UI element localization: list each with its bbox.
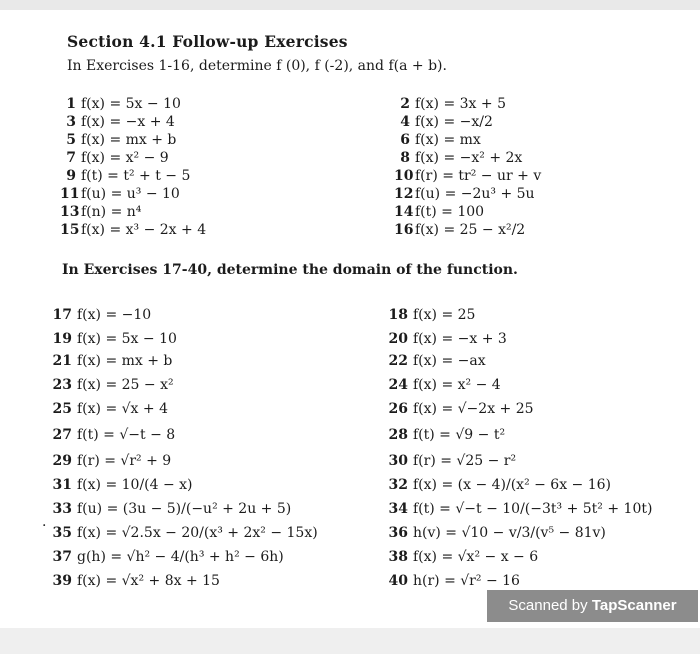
exercise-expression: f(t) = √−t − 10/(−3t³ + 5t² + 10t)	[413, 501, 653, 517]
exercise-item	[60, 149, 169, 167]
exercise-number: 9	[66, 168, 76, 184]
exercise-number: 10	[394, 168, 414, 184]
exercise-item	[388, 426, 505, 444]
exercise-item	[394, 203, 484, 221]
exercise-number: 11	[60, 186, 80, 202]
exercise-item	[388, 548, 538, 566]
exercise-item	[52, 352, 172, 370]
exercise-item	[60, 113, 175, 131]
exercise-expression: f(n) = n⁴	[81, 204, 142, 220]
exercise-number: 13	[60, 204, 80, 220]
exercise-item	[388, 500, 652, 518]
exercise-number: 36	[388, 525, 408, 541]
exercise-item	[52, 400, 168, 418]
exercise-number: 18	[388, 307, 408, 323]
exercise-number: 39	[52, 573, 72, 589]
exercise-expression: f(x) = x² − 9	[81, 150, 169, 166]
exercise-expression: f(x) = √x² + 8x + 15	[77, 573, 220, 589]
section-title: Section 4.1 Follow-up Exercises	[67, 32, 348, 51]
exercise-item	[52, 426, 175, 444]
exercise-number: 16	[394, 222, 414, 238]
exercise-expression: f(t) = √9 − t²	[413, 427, 506, 443]
exercise-expression: f(x) = x² − 4	[413, 377, 501, 393]
exercise-number: 37	[52, 549, 72, 565]
exercise-item	[60, 167, 190, 185]
exercise-number: 15	[60, 222, 80, 238]
exercise-number: 2	[400, 96, 410, 112]
exercise-number: 20	[388, 331, 408, 347]
exercise-item	[388, 306, 475, 324]
exercise-expression: f(x) = −x/2	[415, 114, 493, 130]
exercise-item	[388, 330, 507, 348]
exercise-expression: f(x) = (x − 4)/(x² − 6x − 16)	[413, 477, 612, 493]
exercise-expression: f(r) = √r² + 9	[77, 453, 172, 469]
exercise-number: 34	[388, 501, 408, 517]
exercise-item	[394, 185, 535, 203]
exercise-number: 38	[388, 549, 408, 565]
exercise-expression: f(u) = u³ − 10	[81, 186, 180, 202]
exercise-expression: h(v) = √10 − v/3/(v⁵ − 81v)	[413, 525, 606, 541]
exercise-expression: f(x) = √2.5x − 20/(x³ + 2x² − 15x)	[77, 525, 318, 541]
exercise-item	[52, 376, 174, 394]
exercise-item	[388, 476, 611, 494]
exercise-expression: f(x) = −x + 4	[81, 114, 175, 130]
exercise-expression: f(x) = −x² + 2x	[415, 150, 523, 166]
exercise-expression: f(x) = 5x − 10	[81, 96, 181, 112]
exercise-number: 32	[388, 477, 408, 493]
exercise-number: 26	[388, 401, 408, 417]
exercise-number: 31	[52, 477, 72, 493]
exercise-number: 17	[52, 307, 72, 323]
exercise-expression: f(x) = mx + b	[77, 353, 173, 369]
exercise-item	[52, 524, 318, 542]
exercise-item	[388, 352, 486, 370]
exercise-expression: f(x) = −10	[77, 307, 152, 323]
exercise-item	[60, 95, 181, 113]
scanner-watermark-badge	[487, 590, 698, 622]
instructions-17-40: In Exercises 17-40, determine the domain of the function.	[62, 262, 518, 278]
exercise-expression: f(x) = mx	[415, 132, 481, 148]
exercise-item	[388, 524, 606, 542]
exercise-expression: h(r) = √r² − 16	[413, 573, 520, 589]
exercise-item	[394, 131, 481, 149]
exercise-expression: g(h) = √h² − 4/(h³ + h² − 6h)	[77, 549, 284, 565]
exercise-item	[52, 330, 177, 348]
badge-brand: TapScanner	[591, 597, 677, 614]
exercise-expression: f(t) = √−t − 8	[77, 427, 176, 443]
exercise-number: 33	[52, 501, 72, 517]
exercise-item	[394, 167, 541, 185]
exercise-expression: f(r) = √25 − r²	[413, 453, 517, 469]
exercise-item	[52, 548, 284, 566]
exercise-expression: f(t) = 100	[415, 204, 485, 220]
exercise-expression: f(x) = 5x − 10	[77, 331, 177, 347]
exercise-expression: f(x) = 25	[413, 307, 476, 323]
exercise-item	[394, 95, 506, 113]
exercise-number: 7	[66, 150, 76, 166]
exercise-item	[388, 572, 520, 590]
exercise-number: 27	[52, 427, 72, 443]
page-bottom-edge	[0, 628, 700, 654]
exercise-item	[52, 572, 220, 590]
exercise-item	[52, 500, 291, 518]
exercise-number: 6	[400, 132, 410, 148]
exercise-expression: f(x) = x³ − 2x + 4	[81, 222, 207, 238]
exercise-number: 25	[52, 401, 72, 417]
exercise-number: 24	[388, 377, 408, 393]
exercise-expression: f(x) = 25 − x²/2	[415, 222, 526, 238]
exercise-item	[60, 131, 176, 149]
exercise-item	[52, 306, 151, 324]
exercise-number: 4	[400, 114, 410, 130]
exercise-expression: f(u) = −2u³ + 5u	[415, 186, 535, 202]
exercise-expression: f(x) = √−2x + 25	[413, 401, 534, 417]
exercise-item	[394, 113, 493, 131]
exercise-item	[388, 376, 501, 394]
exercise-expression: f(x) = 25 − x²	[77, 377, 174, 393]
exercise-number: 12	[394, 186, 414, 202]
exercise-number: 29	[52, 453, 72, 469]
exercise-item	[60, 203, 141, 221]
exercise-expression: f(r) = tr² − ur + v	[415, 168, 542, 184]
exercise-number: 22	[388, 353, 408, 369]
exercise-expression: f(x) = √x² − x − 6	[413, 549, 539, 565]
exercise-expression: f(t) = t² + t − 5	[81, 168, 191, 184]
margin-mark: ·	[42, 518, 47, 534]
exercise-number: 8	[400, 150, 410, 166]
exercise-item	[52, 476, 193, 494]
exercise-number: 35	[52, 525, 72, 541]
exercise-expression: f(x) = −ax	[413, 353, 486, 369]
exercise-number: 40	[388, 573, 408, 589]
exercise-number: 1	[66, 96, 76, 112]
exercise-expression: f(x) = 10/(4 − x)	[77, 477, 193, 493]
exercise-number: 28	[388, 427, 408, 443]
exercise-item	[52, 452, 171, 470]
exercise-expression: f(x) = −x + 3	[413, 331, 507, 347]
exercise-item	[394, 221, 525, 239]
exercise-expression: f(u) = (3u − 5)/(−u² + 2u + 5)	[77, 501, 292, 517]
exercise-number: 21	[52, 353, 72, 369]
exercise-number: 23	[52, 377, 72, 393]
exercise-expression: f(x) = mx + b	[81, 132, 177, 148]
exercise-number: 30	[388, 453, 408, 469]
exercise-number: 19	[52, 331, 72, 347]
exercise-item	[388, 452, 516, 470]
exercise-expression: f(x) = 3x + 5	[415, 96, 506, 112]
exercise-item	[394, 149, 522, 167]
exercise-number: 3	[66, 114, 76, 130]
exercise-item	[60, 185, 180, 203]
exercise-number: 5	[66, 132, 76, 148]
exercise-expression: f(x) = √x + 4	[77, 401, 168, 417]
exercise-number: 14	[394, 204, 414, 220]
exercise-item	[60, 221, 206, 239]
exercise-item	[388, 400, 534, 418]
badge-prefix: Scanned by	[508, 597, 592, 614]
instructions-1-16: In Exercises 1-16, determine f (0), f (-2), and f(a + b).	[67, 58, 447, 74]
page-top-edge	[0, 0, 700, 10]
